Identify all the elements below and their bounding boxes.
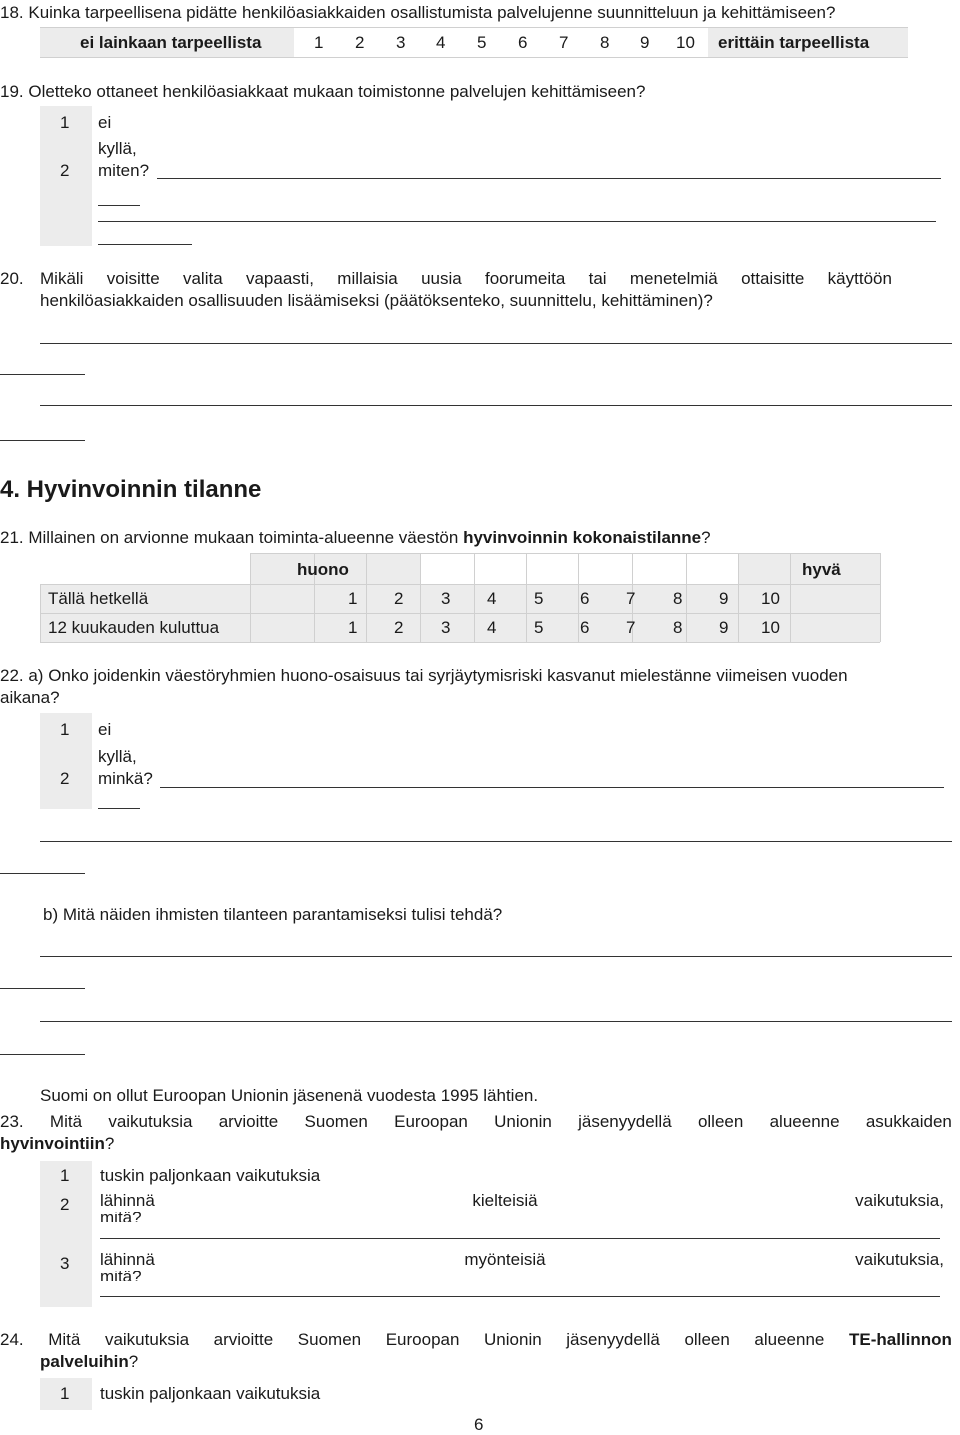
q24-line-2 [40, 1352, 138, 1372]
q18-scale-value[interactable]: 4 [436, 33, 446, 52]
q21-grid-line [880, 553, 881, 642]
q23-line-1-word: asukkaiden [865, 1112, 952, 1131]
q19-answer-line-1[interactable] [157, 178, 941, 179]
q23-answer-line-2[interactable] [100, 1296, 940, 1297]
q24-line-2-bold: palveluihin [40, 1352, 129, 1371]
q23-line-1-word: Mitä [49, 1112, 83, 1131]
q24-line-1-word: Euroopan [385, 1330, 460, 1349]
q23-option-2-word: kielteisiä [472, 1191, 538, 1210]
q24-line-1 [0, 1330, 952, 1350]
q20-answer-line-2[interactable] [0, 374, 85, 375]
q21-scale-value[interactable]: 9 [719, 589, 729, 608]
q24-line-1-word: Unionin [484, 1330, 542, 1349]
q21-grid-line [790, 553, 791, 642]
q22b-answer-line-1[interactable] [40, 956, 952, 957]
eu-intro-text: Suomi on ollut Euroopan Unionin jäsenenä vuodesta 1995 lähtien. [40, 1086, 539, 1105]
q21-grid-line [686, 553, 687, 642]
q20-line-1-word: uusia [421, 269, 462, 288]
q22-option-2-label: kyllä, [98, 747, 137, 766]
q24-line-1-word: olleen [684, 1330, 730, 1349]
q23-line-2-bold: hyvinvointiin [0, 1134, 105, 1153]
q23-option-3-cut [100, 1271, 142, 1281]
q21-scale-value[interactable]: 6 [580, 589, 590, 608]
q24-line-1-bold-word: TE-hallinnon [848, 1330, 952, 1349]
q21-scale-value[interactable]: 9 [719, 618, 729, 637]
q23-line-1-word: Unionin [494, 1112, 552, 1131]
q23-option-1-label: tuskin paljonkaan vaikutuksia [100, 1166, 321, 1185]
q21-grid-line [578, 553, 579, 642]
q23-line-1 [0, 1112, 952, 1132]
q21-grid-line [738, 553, 739, 642]
q20-line-1 [40, 269, 892, 289]
q21-scale-value[interactable]: 1 [348, 618, 358, 637]
q23-option-3-cut-text: mitä? [100, 1271, 142, 1281]
q20-line-1-word: vapaasti, [245, 269, 314, 288]
q21-scale-value[interactable]: 3 [441, 618, 451, 637]
q22-option-2-sublabel: minkä? [98, 769, 153, 788]
q23-line-2 [0, 1134, 114, 1154]
q22-line-1: 22. a) Onko joidenkin väestöryhmien huono-osaisuus tai syrjäytymisriski kasvanut mielestänne viimeisen vuoden [0, 666, 848, 685]
q21-scale-value[interactable]: 2 [394, 618, 404, 637]
q21-grid-line [40, 584, 41, 642]
q21-grid-line [366, 553, 367, 642]
q19-answer-line-2[interactable] [98, 205, 140, 206]
q24-line-1-word: vaikutuksia [104, 1330, 190, 1349]
q21-scale-value[interactable]: 8 [673, 589, 683, 608]
q21-text [0, 528, 711, 548]
q23-option-3-word: vaikutuksia, [855, 1250, 944, 1269]
q22-answer-line-2[interactable] [98, 808, 140, 809]
q24-line-1-word: 24. [0, 1330, 24, 1349]
q20-line-1-word: käyttöön [827, 269, 892, 288]
q23-line-1-word: Euroopan [394, 1112, 468, 1131]
q24-option-1-number[interactable]: 1 [60, 1384, 70, 1403]
q20-line-1-word: valita [182, 269, 223, 288]
q21-scale-value[interactable]: 3 [441, 589, 451, 608]
q23-line-1-word: 23. [0, 1112, 24, 1131]
q19-option-2-sublabel: miten? [98, 161, 150, 180]
q24-line-2-end: ? [128, 1352, 139, 1371]
q21-text-bold: hyvinvoinnin kokonaistilanne [463, 528, 702, 547]
q23-line-1-word: olleen [697, 1112, 744, 1131]
q23-option-3-number[interactable]: 3 [60, 1254, 70, 1273]
q18-high-label: erittäin tarpeellista [718, 33, 870, 52]
q21-grid-line [250, 553, 251, 642]
q22-option-1-label: ei [98, 720, 112, 739]
q19-option-1-label: ei [98, 113, 112, 132]
q23-option-3-label [100, 1250, 944, 1270]
q20-number: 20. [0, 269, 24, 288]
q19-option-2-label: kyllä, [98, 139, 137, 158]
q21-scale-value[interactable]: 4 [487, 589, 497, 608]
q18-scale-value[interactable]: 9 [640, 33, 650, 52]
q21-grid-line [40, 642, 880, 643]
q21-text-plain: 21. Millainen on arvionne mukaan toiminta-alueenne väestön [0, 528, 464, 547]
q23-line-1-word: alueenne [769, 1112, 840, 1131]
q23-option-3-word: myönteisiä [464, 1250, 546, 1269]
q24-option-1-label: tuskin paljonkaan vaikutuksia [100, 1384, 321, 1403]
q22b-answer-line-2[interactable] [0, 988, 85, 989]
q22-b-text: b) Mitä näiden ihmisten tilanteen parantamiseksi tulisi tehdä? [43, 905, 503, 924]
q23-option-1-number[interactable]: 1 [60, 1166, 70, 1185]
q22-answer-line-3[interactable] [40, 841, 952, 842]
q19-answer-line-4[interactable] [98, 244, 192, 245]
q18-scale-value[interactable]: 1 [314, 33, 324, 52]
q23-line-1-word: arvioitte [218, 1112, 279, 1131]
q23-answer-line-1[interactable] [100, 1238, 940, 1239]
q23-option-2-number[interactable]: 2 [60, 1195, 70, 1214]
q21-scale-value[interactable]: 6 [580, 618, 590, 637]
q21-grid-line [250, 553, 880, 554]
q21-header-low: huono [297, 560, 349, 579]
q20-line-1-word: Mikäli [40, 269, 84, 288]
q22b-answer-line-4[interactable] [0, 1054, 85, 1055]
q18-scale-value[interactable]: 8 [600, 33, 610, 52]
q20-line-1-word: foorumeita [485, 269, 566, 288]
q18-scale-value[interactable]: 7 [559, 33, 569, 52]
q21-header-high: hyvä [802, 560, 841, 579]
q20-line-1-word: voisitte [106, 269, 160, 288]
q22-option-2-number[interactable]: 2 [60, 769, 70, 788]
q22-answer-line-1[interactable] [160, 787, 944, 788]
q18-scale-value[interactable]: 10 [676, 33, 695, 52]
q21-scale-value[interactable]: 10 [761, 589, 780, 608]
q24-line-1-word: Mitä [48, 1330, 81, 1349]
q21-scale-value[interactable]: 10 [761, 618, 780, 637]
section-title: 4. Hyvinvoinnin tilanne [0, 476, 262, 503]
q18-scale-value[interactable]: 5 [477, 33, 487, 52]
q18-scale-value[interactable]: 6 [518, 33, 528, 52]
q21-text-end: ? [701, 528, 711, 547]
q23-option-2-word: vaikutuksia, [855, 1191, 944, 1210]
q18-low-label: ei lainkaan tarpeellista [80, 33, 262, 52]
q18-scale-value[interactable]: 2 [355, 33, 365, 52]
q20-line-1-word: tai [588, 269, 607, 288]
q20-line-1-word: menetelmiä [629, 269, 718, 288]
q18-text: 18. Kuinka tarpeellisena pidätte henkilöasiakkaiden osallistumista palvelujenne suunnitteluun ja kehittämiseen? [0, 3, 836, 22]
q21-grid-line [40, 613, 880, 614]
q21-scale-value[interactable]: 1 [348, 589, 358, 608]
q23-line-2-end: ? [104, 1134, 115, 1153]
q21-scale-value[interactable]: 7 [626, 589, 636, 608]
q21-grid-line [40, 584, 880, 585]
q20-answer-line-4[interactable] [0, 440, 85, 441]
q22-line-2: aikana? [0, 688, 60, 707]
q23-option-3-word: lähinnä [100, 1250, 155, 1269]
q24-line-1-word: alueenne [754, 1330, 825, 1349]
q18-scale-value[interactable]: 3 [396, 33, 406, 52]
q19-option-1-number[interactable]: 1 [60, 113, 70, 132]
q20-answer-line-1[interactable] [40, 343, 952, 344]
q20-line-2: henkilöasiakkaiden osallisuuden lisäämiseksi (päätöksenteko, suunnittelu, kehittäminen)? [40, 291, 713, 310]
q21-grid-line [420, 553, 421, 642]
q23-line-1-word: Suomen [304, 1112, 368, 1131]
q19-answer-line-3[interactable] [98, 221, 936, 222]
q21-scale-value[interactable]: 5 [534, 589, 544, 608]
q20-line-1-word: ottaisitte [741, 269, 805, 288]
q20-answer-line-3[interactable] [40, 405, 952, 406]
q21-scale-value[interactable]: 5 [534, 618, 544, 637]
q20-line-1-word: millaisia [337, 269, 398, 288]
q21-scale-value[interactable]: 7 [626, 618, 636, 637]
q21-row-band [40, 585, 880, 613]
q23-option-2-word: lähinnä [100, 1191, 155, 1210]
q24-line-1-word: arvioitte [213, 1330, 274, 1349]
q19-option-2-number[interactable]: 2 [60, 161, 70, 180]
q24-line-1-word: jäsenyydellä [566, 1330, 660, 1349]
q23-line-1-word: vaikutuksia [108, 1112, 193, 1131]
q21-grid-line [526, 553, 527, 642]
q21-grid-line [474, 553, 475, 642]
q18-table-bottom [40, 57, 908, 58]
q23-option-2-cut-text: mitä? [100, 1212, 142, 1222]
q23-option-2-label [100, 1191, 944, 1211]
q23-option-2-cut [100, 1212, 142, 1222]
q21-row-label: Tällä hetkellä [48, 589, 149, 608]
page-number: 6 [474, 1415, 484, 1434]
q19-text: 19. Oletteko ottaneet henkilöasiakkaat mukaan toimistonne palvelujen kehittämiseen? [0, 82, 646, 101]
q22b-answer-line-3[interactable] [40, 1021, 952, 1022]
q21-scale-value[interactable]: 8 [673, 618, 683, 637]
q22-answer-line-4[interactable] [0, 873, 85, 874]
q21-scale-value[interactable]: 2 [394, 589, 404, 608]
q23-line-1-word: jäsenyydellä [578, 1112, 672, 1131]
q24-line-1-word: Suomen [297, 1330, 362, 1349]
q21-scale-value[interactable]: 4 [487, 618, 497, 637]
q22-option-1-number[interactable]: 1 [60, 720, 70, 739]
q21-row-label: 12 kuukauden kuluttua [48, 618, 220, 637]
